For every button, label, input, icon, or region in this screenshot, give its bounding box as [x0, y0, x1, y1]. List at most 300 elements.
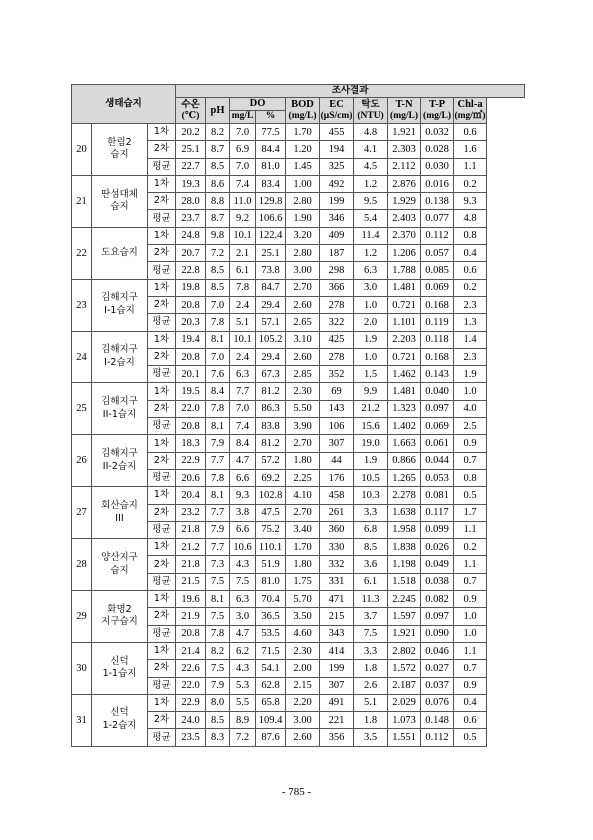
do-mg-value: 7.8 — [230, 279, 256, 296]
tn-value: 1.921 — [388, 625, 421, 642]
do-pct-value: 69.2 — [256, 469, 286, 486]
temp-value: 19.4 — [176, 331, 206, 348]
chla-value: 0.6 — [454, 712, 487, 729]
turbidity-value: 15.6 — [354, 418, 388, 435]
tn-value: 0.721 — [388, 296, 421, 313]
survey-round-label: 1차 — [148, 124, 176, 141]
ph-value: 7.8 — [206, 625, 230, 642]
chla-header — [454, 98, 487, 124]
turbidity-value: 2.6 — [354, 677, 388, 694]
turbidity-value: 6.8 — [354, 521, 388, 538]
ph-value: 8.1 — [206, 418, 230, 435]
bod-value: 2.30 — [286, 642, 320, 659]
survey-round-label: 2차 — [148, 660, 176, 677]
ec-header-unit: (μS/cm) — [320, 111, 353, 122]
bod-value: 2.80 — [286, 193, 320, 210]
do-pct-value: 110.1 — [256, 539, 286, 556]
bod-value: 2.70 — [286, 279, 320, 296]
ec-value: 261 — [320, 504, 354, 521]
bod-value: 2.65 — [286, 314, 320, 331]
ph-value: 8.1 — [206, 591, 230, 608]
temp-value: 22.9 — [176, 694, 206, 711]
chla-value: 1.9 — [454, 366, 487, 383]
tp-value: 0.090 — [421, 625, 454, 642]
ph-value: 9.8 — [206, 227, 230, 244]
bod-value: 2.70 — [286, 435, 320, 452]
do-pct-value: 109.4 — [256, 712, 286, 729]
survey-round-label: 평균 — [148, 469, 176, 486]
temp-header-unit: (℃) — [181, 111, 200, 122]
site-name — [92, 383, 148, 435]
ec-value: 199 — [320, 660, 354, 677]
table-row — [72, 435, 525, 452]
bod-value: 1.75 — [286, 573, 320, 590]
ec-value: 187 — [320, 245, 354, 262]
survey-round-label: 2차 — [148, 608, 176, 625]
bod-value: 2.60 — [286, 729, 320, 746]
tp-value: 0.040 — [421, 383, 454, 400]
do-pct-value: 86.3 — [256, 400, 286, 417]
survey-round-label: 1차 — [148, 279, 176, 296]
tn-value: 2.112 — [388, 158, 421, 175]
ec-value: 278 — [320, 348, 354, 365]
chla-value: 0.4 — [454, 245, 487, 262]
turbidity-value: 8.5 — [354, 539, 388, 556]
turbidity-value: 3.5 — [354, 729, 388, 746]
ph-value: 7.9 — [206, 435, 230, 452]
temp-value: 21.8 — [176, 521, 206, 538]
temp-value: 20.8 — [176, 418, 206, 435]
turbidity-value: 4.8 — [354, 124, 388, 141]
do-mg-value: 3.0 — [230, 608, 256, 625]
temp-value: 20.2 — [176, 124, 206, 141]
tp-value: 0.046 — [421, 642, 454, 659]
do-mg-value: 11.0 — [230, 193, 256, 210]
chla-value: 0.7 — [454, 452, 487, 469]
do-mg-value: 7.0 — [230, 158, 256, 175]
temp-value: 22.7 — [176, 158, 206, 175]
temp-value: 22.6 — [176, 660, 206, 677]
tn-value: 1.518 — [388, 573, 421, 590]
site-name-line1: 도요습지 — [101, 246, 138, 258]
turbidity-value: 10.3 — [354, 487, 388, 504]
tn-value: 1.958 — [388, 521, 421, 538]
site-name-line1: 한림2 — [107, 136, 132, 148]
survey-round-label: 2차 — [148, 296, 176, 313]
tp-value: 0.143 — [421, 366, 454, 383]
survey-round-label: 1차 — [148, 591, 176, 608]
tn-value: 2.303 — [388, 141, 421, 158]
chla-value: 1.0 — [454, 625, 487, 642]
ec-value: 409 — [320, 227, 354, 244]
tp-value: 0.016 — [421, 175, 454, 192]
turbidity-value: 1.8 — [354, 712, 388, 729]
temp-value: 20.8 — [176, 625, 206, 642]
tn-value: 1.921 — [388, 124, 421, 141]
survey-round-label: 2차 — [148, 504, 176, 521]
tn-value: 1.663 — [388, 435, 421, 452]
bod-value: 1.70 — [286, 124, 320, 141]
bod-value: 2.25 — [286, 469, 320, 486]
chla-value: 1.0 — [454, 608, 487, 625]
temp-value: 19.5 — [176, 383, 206, 400]
tp-value: 0.112 — [421, 729, 454, 746]
survey-round-label: 2차 — [148, 141, 176, 158]
ec-value: 322 — [320, 314, 354, 331]
chla-value: 1.1 — [454, 642, 487, 659]
site-name-line1: 화명2 — [107, 603, 132, 615]
chla-value: 0.8 — [454, 227, 487, 244]
turbidity-value: 9.5 — [354, 193, 388, 210]
do-mg-value: 10.1 — [230, 227, 256, 244]
tp-value: 0.032 — [421, 124, 454, 141]
do-pct-value: 65.8 — [256, 694, 286, 711]
survey-round-label: 1차 — [148, 435, 176, 452]
site-name-line1: 김해지구 — [101, 292, 138, 304]
tp-value: 0.077 — [421, 210, 454, 227]
bod-header — [286, 98, 320, 124]
temp-value: 18.3 — [176, 435, 206, 452]
table-row — [72, 539, 525, 556]
survey-round-label: 평균 — [148, 521, 176, 538]
survey-round-label: 2차 — [148, 245, 176, 262]
ph-value: 8.7 — [206, 141, 230, 158]
survey-round-label: 평균 — [148, 262, 176, 279]
ph-value: 7.9 — [206, 521, 230, 538]
ec-value: 307 — [320, 677, 354, 694]
bod-value: 2.60 — [286, 348, 320, 365]
site-name-line2: 1-2습지 — [102, 720, 137, 732]
ph-value: 7.7 — [206, 539, 230, 556]
do-pct-value: 29.4 — [256, 296, 286, 313]
bod-value: 2.30 — [286, 383, 320, 400]
do-pct-value: 81.0 — [256, 158, 286, 175]
turbidity-value: 21.2 — [354, 400, 388, 417]
ph-value: 8.5 — [206, 158, 230, 175]
bod-value: 1.45 — [286, 158, 320, 175]
do-pct-value: 129.8 — [256, 193, 286, 210]
turbidity-value: 3.3 — [354, 504, 388, 521]
do-mg-value: 4.3 — [230, 556, 256, 573]
tn-value: 2.876 — [388, 175, 421, 192]
table-row — [72, 227, 525, 244]
do-mg-value: 7.4 — [230, 175, 256, 192]
turbidity-value: 1.2 — [354, 175, 388, 192]
tp-value: 0.081 — [421, 487, 454, 504]
ec-value: 199 — [320, 193, 354, 210]
temp-value: 22.8 — [176, 262, 206, 279]
do-mg-value: 7.0 — [230, 400, 256, 417]
site-number: 20 — [72, 124, 92, 176]
temp-value: 23.7 — [176, 210, 206, 227]
site-name-line1: 양산지구 — [101, 551, 138, 563]
do-pct-value: 87.6 — [256, 729, 286, 746]
ph-value: 8.6 — [206, 175, 230, 192]
ph-value: 8.8 — [206, 193, 230, 210]
site-name — [92, 124, 148, 176]
survey-round-label: 2차 — [148, 452, 176, 469]
temp-value: 21.5 — [176, 573, 206, 590]
ec-value: 455 — [320, 124, 354, 141]
survey-round-label: 1차 — [148, 539, 176, 556]
turbidity-value: 1.0 — [354, 296, 388, 313]
water-quality-table — [71, 84, 525, 747]
tp-value: 0.168 — [421, 348, 454, 365]
turbidity-value: 19.0 — [354, 435, 388, 452]
site-name-line2: I-1습지 — [104, 305, 135, 317]
temp-value: 20.8 — [176, 348, 206, 365]
do-pct-value: 81.0 — [256, 573, 286, 590]
site-name — [92, 279, 148, 331]
temp-value: 19.8 — [176, 279, 206, 296]
do-pct-value: 54.1 — [256, 660, 286, 677]
do-pct-value: 47.5 — [256, 504, 286, 521]
tp-header — [421, 98, 454, 124]
site-name — [92, 694, 148, 746]
do-mg-value: 3.8 — [230, 504, 256, 521]
site-name-line1: 김해지구 — [101, 344, 138, 356]
site-number: 24 — [72, 331, 92, 383]
do-mg-value: 9.2 — [230, 210, 256, 227]
ph-value: 7.5 — [206, 660, 230, 677]
do-mg-value: 4.7 — [230, 625, 256, 642]
survey-round-label: 2차 — [148, 400, 176, 417]
table-row — [72, 591, 525, 608]
ph-value: 8.0 — [206, 694, 230, 711]
turbidity-value: 1.0 — [354, 348, 388, 365]
tp-value: 0.053 — [421, 469, 454, 486]
survey-round-label: 평균 — [148, 729, 176, 746]
ec-value: 307 — [320, 435, 354, 452]
ec-value: 325 — [320, 158, 354, 175]
site-name-line2: II-1습지 — [102, 408, 137, 420]
ec-value: 106 — [320, 418, 354, 435]
ec-value: 414 — [320, 642, 354, 659]
ec-header-label: EC — [329, 99, 344, 110]
ph-value: 8.5 — [206, 279, 230, 296]
turbidity-value: 11.3 — [354, 591, 388, 608]
do-pct-value: 81.2 — [256, 383, 286, 400]
chla-value: 0.9 — [454, 435, 487, 452]
site-name-line1: 신덕 — [110, 707, 129, 719]
site-name-line1: 회산습지 — [101, 499, 138, 511]
tp-value: 0.119 — [421, 314, 454, 331]
tn-value: 1.572 — [388, 660, 421, 677]
site-name-line1: 신덕 — [110, 655, 129, 667]
tn-value: 1.481 — [388, 383, 421, 400]
site-name-line2: 습지 — [110, 201, 129, 213]
do-mg-value: 5.1 — [230, 314, 256, 331]
turbidity-value: 1.2 — [354, 245, 388, 262]
do-mg-value: 7.4 — [230, 418, 256, 435]
ph-value: 8.4 — [206, 383, 230, 400]
ec-value: 492 — [320, 175, 354, 192]
ph-value: 7.5 — [206, 608, 230, 625]
tp-value: 0.044 — [421, 452, 454, 469]
do-mg-value: 7.7 — [230, 383, 256, 400]
do-mg-value: 4.7 — [230, 452, 256, 469]
chla-value: 0.6 — [454, 262, 487, 279]
temp-value: 21.4 — [176, 642, 206, 659]
ph-value: 7.8 — [206, 314, 230, 331]
site-name — [92, 591, 148, 643]
do-mg-value: 5.3 — [230, 677, 256, 694]
chla-value: 0.7 — [454, 660, 487, 677]
tp-value: 0.138 — [421, 193, 454, 210]
turbidity-value: 1.8 — [354, 660, 388, 677]
turbidity-value: 1.9 — [354, 452, 388, 469]
ph-header: pH — [206, 98, 230, 124]
bod-value: 1.00 — [286, 175, 320, 192]
table-row — [72, 279, 525, 296]
site-number: 21 — [72, 175, 92, 227]
bod-value: 3.20 — [286, 227, 320, 244]
ph-value: 8.7 — [206, 210, 230, 227]
temp-value: 21.8 — [176, 556, 206, 573]
do-mg-value: 6.2 — [230, 642, 256, 659]
ec-value: 343 — [320, 625, 354, 642]
site-name-line2: 지구습지 — [101, 616, 138, 628]
do-pct-value: 71.5 — [256, 642, 286, 659]
do-mg-value: 6.9 — [230, 141, 256, 158]
temp-value: 24.0 — [176, 712, 206, 729]
ec-value: 176 — [320, 469, 354, 486]
do-mg-value: 8.9 — [230, 712, 256, 729]
ec-value: 330 — [320, 539, 354, 556]
turbidity-value: 3.7 — [354, 608, 388, 625]
ec-value: 471 — [320, 591, 354, 608]
tn-value: 1.788 — [388, 262, 421, 279]
do-pct-value: 84.4 — [256, 141, 286, 158]
survey-round-label: 1차 — [148, 331, 176, 348]
page-number: - 785 - — [281, 786, 312, 798]
bod-value: 2.60 — [286, 296, 320, 313]
ph-value: 8.3 — [206, 729, 230, 746]
tn-value: 2.370 — [388, 227, 421, 244]
tp-header-unit: (mg/L) — [423, 111, 452, 122]
ph-value: 7.9 — [206, 677, 230, 694]
ph-value: 7.8 — [206, 400, 230, 417]
do-mg-value: 6.6 — [230, 469, 256, 486]
site-name-line1: 김해지구 — [101, 396, 138, 408]
tn-value: 1.462 — [388, 366, 421, 383]
tn-value: 1.838 — [388, 539, 421, 556]
do-pct-value: 67.3 — [256, 366, 286, 383]
do-pct-value: 57.2 — [256, 452, 286, 469]
tn-value: 2.029 — [388, 694, 421, 711]
site-number: 31 — [72, 694, 92, 746]
tp-value: 0.099 — [421, 521, 454, 538]
turbidity-value: 3.3 — [354, 642, 388, 659]
tp-value: 0.049 — [421, 556, 454, 573]
bod-value: 1.90 — [286, 210, 320, 227]
ec-value: 215 — [320, 608, 354, 625]
do-mg-value: 6.6 — [230, 521, 256, 538]
site-number: 27 — [72, 487, 92, 539]
do-mg-value: 6.1 — [230, 262, 256, 279]
do-pct-value: 77.5 — [256, 124, 286, 141]
tn-value: 1.929 — [388, 193, 421, 210]
turbidity-value: 4.1 — [354, 141, 388, 158]
temp-value: 19.6 — [176, 591, 206, 608]
tp-value: 0.027 — [421, 660, 454, 677]
tp-value: 0.082 — [421, 591, 454, 608]
turbidity-value: 1.5 — [354, 366, 388, 383]
do-mg-value: 8.4 — [230, 435, 256, 452]
ph-value: 7.0 — [206, 348, 230, 365]
tn-value: 2.278 — [388, 487, 421, 504]
chla-value: 0.4 — [454, 694, 487, 711]
tn-value: 1.638 — [388, 504, 421, 521]
tn-value: 1.481 — [388, 279, 421, 296]
ph-value: 7.6 — [206, 366, 230, 383]
do-pct-value: 36.5 — [256, 608, 286, 625]
bod-value: 1.20 — [286, 141, 320, 158]
tp-value: 0.026 — [421, 539, 454, 556]
ec-value: 278 — [320, 296, 354, 313]
ec-value: 360 — [320, 521, 354, 538]
do-pct-value: 62.8 — [256, 677, 286, 694]
tp-value: 0.097 — [421, 608, 454, 625]
bod-value: 1.80 — [286, 452, 320, 469]
chla-header-unit: (mg/㎥) — [454, 111, 486, 122]
chla-value: 4.0 — [454, 400, 487, 417]
survey-header: 조사결과 — [176, 85, 525, 98]
site-name — [92, 487, 148, 539]
chla-value: 1.6 — [454, 141, 487, 158]
site-name — [92, 642, 148, 694]
tn-value: 2.187 — [388, 677, 421, 694]
table-header — [72, 85, 525, 124]
turbidity-header — [354, 98, 388, 124]
bod-value: 5.50 — [286, 400, 320, 417]
do-pct-value: 29.4 — [256, 348, 286, 365]
tp-value: 0.028 — [421, 141, 454, 158]
ec-value: 44 — [320, 452, 354, 469]
tn-value: 2.203 — [388, 331, 421, 348]
ec-value: 366 — [320, 279, 354, 296]
bod-header-unit: (mg/L) — [288, 111, 317, 122]
ph-value: 8.1 — [206, 331, 230, 348]
do-mg-value: 2.1 — [230, 245, 256, 262]
site-name-line2: 습지 — [110, 149, 129, 161]
survey-round-label: 1차 — [148, 227, 176, 244]
temp-value: 20.4 — [176, 487, 206, 504]
site-number: 25 — [72, 383, 92, 435]
ec-value: 491 — [320, 694, 354, 711]
temp-header-label: 수온 — [181, 99, 200, 110]
tp-value: 0.076 — [421, 694, 454, 711]
ph-value: 8.5 — [206, 712, 230, 729]
survey-round-label: 평균 — [148, 625, 176, 642]
bod-value: 2.80 — [286, 245, 320, 262]
do-pct-value: 57.1 — [256, 314, 286, 331]
do-mg-value: 10.6 — [230, 539, 256, 556]
chla-value: 0.9 — [454, 677, 487, 694]
site-name — [92, 331, 148, 383]
turbidity-value: 3.6 — [354, 556, 388, 573]
table-row — [72, 124, 525, 141]
bod-value: 2.20 — [286, 694, 320, 711]
tn-value: 1.323 — [388, 400, 421, 417]
chla-value: 0.2 — [454, 279, 487, 296]
temp-value: 20.6 — [176, 469, 206, 486]
temp-value: 20.7 — [176, 245, 206, 262]
do-mg-value: 2.4 — [230, 296, 256, 313]
tp-value: 0.097 — [421, 400, 454, 417]
ph-value: 7.0 — [206, 296, 230, 313]
site-name — [92, 435, 148, 487]
